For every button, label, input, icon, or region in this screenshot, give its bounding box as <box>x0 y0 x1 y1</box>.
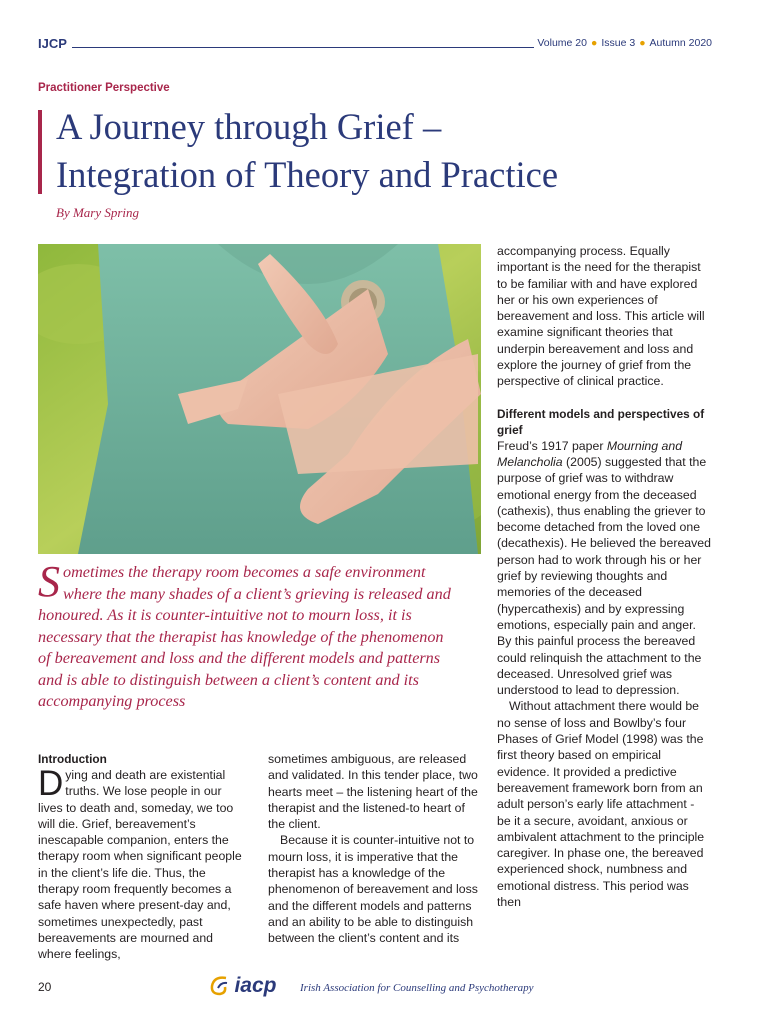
logo-text: iacp <box>234 974 277 997</box>
intro-dropcap: D <box>38 764 64 803</box>
running-header <box>38 36 712 52</box>
issue-info <box>537 37 712 49</box>
article-title <box>56 103 736 199</box>
page-number: 20 <box>38 980 52 994</box>
pull-quote-dropcap: S <box>38 557 60 606</box>
organisation-name: Irish Association for Counselling and Psychotherapy <box>300 982 534 994</box>
bullet-icon: ● <box>590 37 598 49</box>
title-line-1: A Journey through Grief – <box>56 106 442 147</box>
introduction-heading: Introduction <box>38 752 107 766</box>
pull-quote-text: ometimes the therapy room becomes a safe environment where the many shades of a client’s grieving is released and honoured. As it is counter-intuitive not to mourn loss, it is necessary that the therapist has knowledge of the phenomenon of bereavement and loss and the different models and patterns and is able to distinguish between a client’s content and its accompanying process <box>38 563 451 710</box>
pull-quote <box>38 557 458 713</box>
paragraph-text: (2005) suggested that the purpose of grief was to withdraw emotional energy from the deceased (cathexis), thus enabling the griever to become detached from the loved one (decathexis). He believed the bereaved person had to work through his or her grief by reviewing thoughts and memories of the deceased (hypercathexis) and by expressing emotions, especially pain and anger. By this painful process the bereaved could relinquish the attachment to the deceased. Unresolved grief was understood to lead to depression. <box>497 454 711 698</box>
section-label: Practitioner Perspective <box>38 82 170 94</box>
swirl-icon <box>208 974 230 998</box>
book-title: Mourning and Melancholia <box>497 438 683 469</box>
paragraph: Without attachment there would be no sense of loss and Bowlby’s four Phases of Grief Model (1998) was the first theory based on empirical evidence. It provided a predictive bereavement framework born from an adult person’s early life attachment - be it a secure, avoidant, anxious or ambivalent attachment to the principle caregiver. In phase one, the bereaved experienced shock, numbness and emotional distress. This period was then <box>497 699 705 909</box>
volume: Volume 20 <box>537 37 587 49</box>
iacp-logo <box>208 974 276 998</box>
paragraph-text: ying and death are existential truths. We lose people in our lives to death and, someday, we too will die. Grief, bereavement’s inescapable companion, enters the therapy room when significant people in the client’s life die. Thus, the therapy room frequently becomes a safe haven where present-day and, sometimes unexpectedly, past bereavements are mourned and where feelings, <box>38 768 242 962</box>
title-line-2: Integration of Theory and Practice <box>56 154 559 195</box>
season: Autumn 2020 <box>649 37 712 49</box>
models-heading: Different models and perspectives of grief <box>497 406 705 437</box>
hands-on-chest-image <box>38 244 481 554</box>
paragraph: Because it is counter-intuitive not to mourn loss, it is imperative that the therapist has a knowledge of the phenomenon of bereavement and loss and the different models and patterns and an ability to be able to distinguish between the client’s content and its <box>268 833 478 946</box>
paragraph: accompanying process. Equally important is the need for the therapist to be familiar with and have explored her or his own experiences of bereavement and loss. This article will examine significant theories that underpin bereavement and loss and explore the journey of grief from the perspective of clinical practice. <box>497 244 705 389</box>
journal-name: IJCP <box>38 36 67 51</box>
column-3 <box>497 243 711 910</box>
issue: Issue 3 <box>601 37 636 49</box>
paragraph: sometimes ambiguous, are released and validated. In this tender place, two hearts meet – the listening heart of the therapist and the listened-to heart of the client. <box>268 752 478 832</box>
bullet-icon: ● <box>639 37 646 49</box>
header-rule <box>72 47 534 48</box>
paragraph-text: Freud’s 1917 paper <box>497 438 607 453</box>
column-1 <box>38 751 242 963</box>
paragraph <box>38 764 242 963</box>
column-2 <box>268 751 479 947</box>
byline: By Mary Spring <box>56 205 140 220</box>
title-accent-bar <box>38 110 42 194</box>
paragraph <box>497 438 711 699</box>
article-photo <box>38 244 481 554</box>
